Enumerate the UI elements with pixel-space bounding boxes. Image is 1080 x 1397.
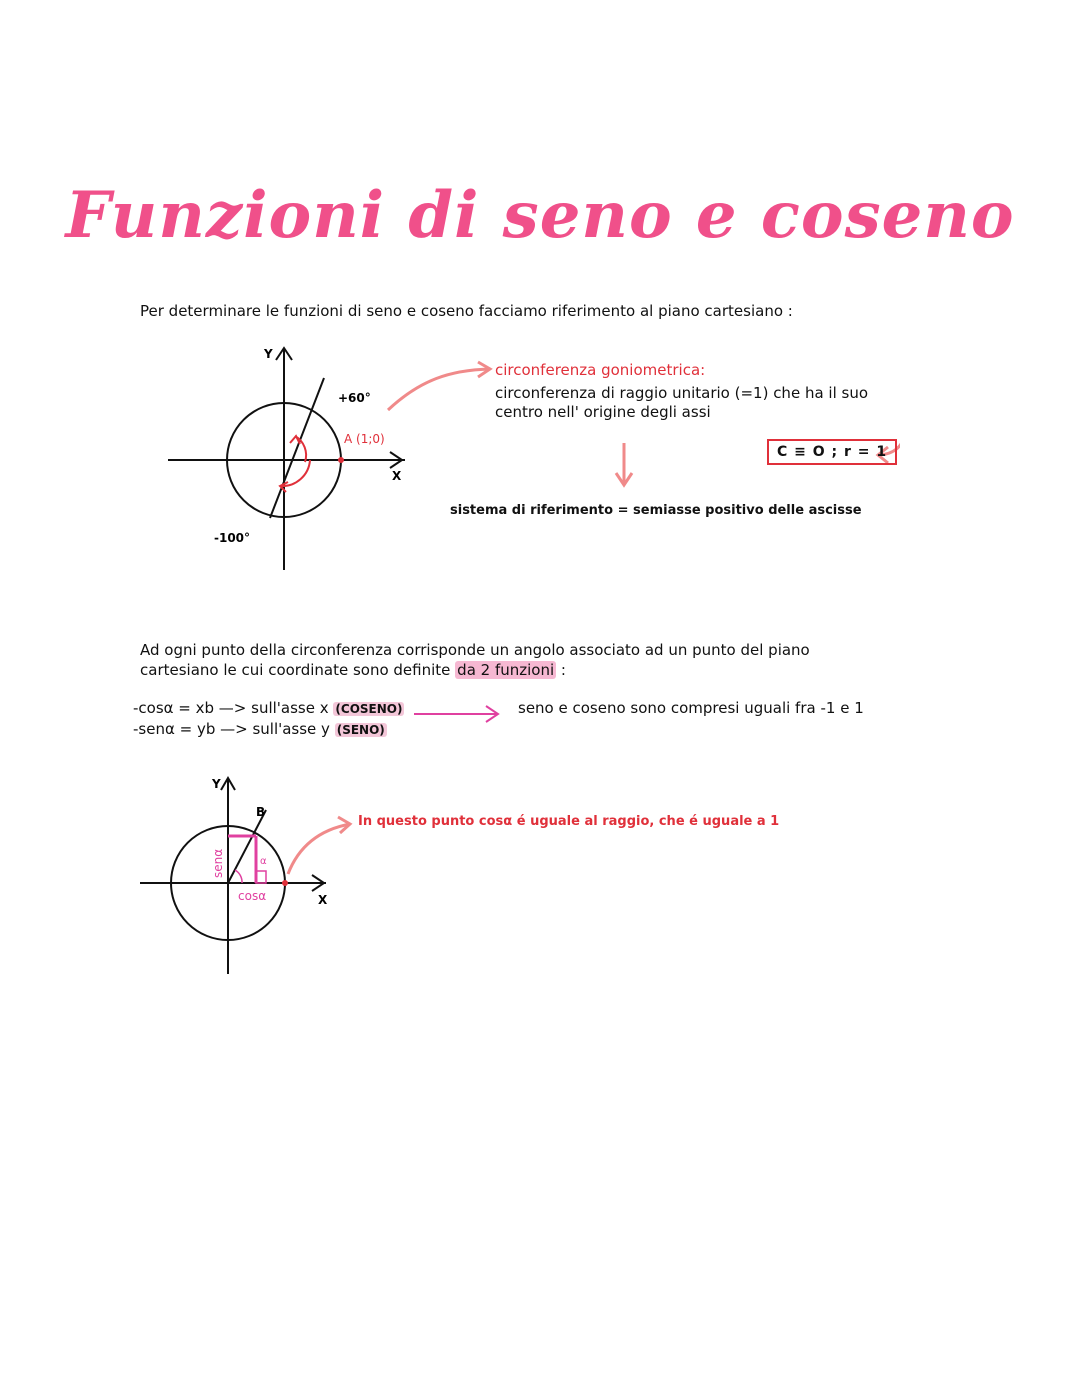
- point-a-dot: [338, 457, 344, 463]
- angle-negative-label: -100°: [214, 531, 251, 545]
- paragraph-line-2-post: :: [556, 661, 566, 679]
- alpha-arc: [235, 870, 242, 883]
- y-label: Y: [264, 347, 273, 361]
- definition-line-1: circonferenza di raggio unitario (=1) che ha il suo: [495, 384, 869, 402]
- connector-arrow-2: [284, 812, 358, 882]
- sin-line: -senα = yb —> sull'asse y: [133, 720, 330, 738]
- angle-line: [270, 378, 324, 518]
- paragraph-line-2: [140, 660, 566, 680]
- y-label: Y: [212, 777, 221, 791]
- page-title: Funzioni di seno e coseno: [65, 178, 1015, 253]
- point-a-label: A (1;0): [344, 432, 385, 446]
- x-label: X: [318, 893, 328, 907]
- sen-label: senα: [211, 848, 225, 878]
- result-arrow: [412, 702, 502, 726]
- paragraph-line-1: Ad ogni punto della circonferenza corrisponde un angolo associato ad un punto del piano: [140, 641, 810, 659]
- sin-definition: [133, 719, 387, 740]
- sin-tag: (SENO): [336, 723, 385, 737]
- angle-positive-label: +60°: [338, 391, 371, 405]
- reference-system: sistema di riferimento = semiasse positivo delle ascisse: [450, 503, 862, 518]
- intro-text: Per determinare le funzioni di seno e coseno facciamo riferimento al piano cartesiano :: [140, 302, 793, 320]
- arrow-to-definition: [388, 369, 490, 410]
- alpha-label: α: [260, 856, 267, 867]
- result-text: seno e coseno sono compresi uguali fra -1 e 1: [518, 699, 864, 717]
- center-radius-box: C ≡ O ; r = 1: [767, 439, 897, 465]
- cos-definition: [133, 698, 404, 719]
- cos-label: cosα: [238, 889, 267, 903]
- cos-note: In questo punto cosα é uguale al raggio, che é uguale a 1: [358, 814, 780, 829]
- point-b-label: B: [256, 805, 266, 819]
- cos-line: -cosα = xb —> sull'asse x: [133, 699, 329, 717]
- paragraph-line-2-pre: cartesiano le cui coordinate sono definite: [140, 661, 456, 679]
- definition-heading: circonferenza goniometrica:: [495, 361, 706, 379]
- cos-tag: (COSENO): [335, 702, 403, 716]
- x-label: X: [392, 469, 402, 483]
- definition-line-2: centro nell' origine degli assi: [495, 403, 711, 421]
- paragraph-highlight: da 2 funzioni: [457, 661, 555, 679]
- radius-line: [228, 810, 266, 883]
